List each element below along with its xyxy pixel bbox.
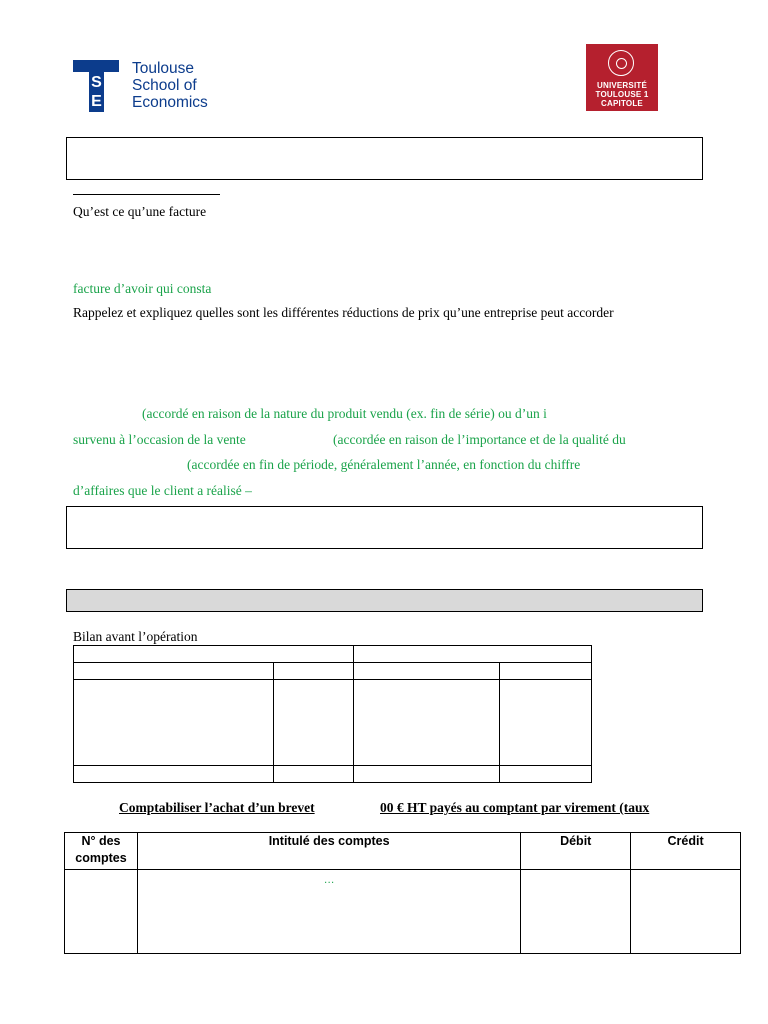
journal-cell (631, 870, 741, 954)
ut1-logo (586, 44, 658, 111)
bilan-passif-header (354, 646, 592, 663)
bilan-cell (74, 663, 274, 680)
tse-letter-e: E (91, 93, 102, 110)
bilan-cell (354, 680, 500, 766)
bilan-total-cell (273, 766, 354, 783)
answer-line-4: (accordée en fin de période, généralement l’année, en fonction du chiffre (187, 457, 581, 472)
ut1-seal-icon (608, 50, 634, 76)
journal-cell (521, 870, 631, 954)
bilan-label: Bilan avant l’opération (73, 629, 198, 644)
header-debit: Débit (521, 833, 631, 870)
bilan-cell (273, 663, 354, 680)
ut1-line-2: TOULOUSE 1 (595, 90, 649, 99)
bilan-cell (273, 680, 354, 766)
exercise-statement-b: 00 € HT payés au comptant par virement (taux (380, 800, 650, 815)
answer-line-5: d’affaires que le client a réalisé – (73, 483, 252, 498)
tse-wordmark (132, 60, 208, 111)
question-facture: Qu’est ce qu’une facture (73, 204, 207, 219)
title-box-2 (66, 506, 703, 549)
ut1-line-3: CAPITOLE (601, 99, 643, 108)
tse-letter-s: S (91, 74, 102, 91)
bilan-cell (500, 680, 592, 766)
bilan-table (73, 645, 592, 783)
journal-cell-title (137, 870, 520, 954)
answer-line-3a: survenu à l’occasion de la vente (73, 432, 246, 447)
journal-table (64, 832, 741, 954)
tse-line-1: Toulouse (132, 60, 195, 77)
answer-line-1: facture d’avoir qui consta (73, 281, 212, 296)
header-credit: Crédit (631, 833, 741, 870)
bilan-cell (74, 680, 274, 766)
bilan-total-cell (74, 766, 274, 783)
bilan-total-cell (500, 766, 592, 783)
exercise-statement-a: Comptabiliser l’achat d’un brevet (119, 800, 315, 815)
bilan-actif-header (74, 646, 354, 663)
answer-line-3b: (accordée en raison de l’importance et de la qualité du (333, 432, 626, 447)
question-reductions: Rappelez et expliquez quelles sont les différentes réductions de prix qu’une entreprise peut accorder (73, 305, 614, 320)
bilan-cell (500, 663, 592, 680)
section-rule (73, 194, 220, 195)
bilan-total-cell (354, 766, 500, 783)
bilan-cell (354, 663, 500, 680)
title-box-1 (66, 137, 703, 180)
tse-line-3: Economics (132, 94, 208, 111)
journal-cell (65, 870, 138, 954)
ut1-line-1: UNIVERSITÉ (596, 81, 647, 90)
header-account-number: N° des comptes (65, 833, 138, 870)
header-account-title: Intitulé des comptes (137, 833, 520, 870)
answer-line-2: (accordé en raison de la nature du produit vendu (ex. fin de série) ou d’un i (142, 406, 547, 421)
ellipsis-text: … (323, 874, 335, 886)
tse-logo (73, 60, 233, 112)
gray-section-band (66, 589, 703, 612)
tse-line-2: School of (132, 77, 197, 94)
